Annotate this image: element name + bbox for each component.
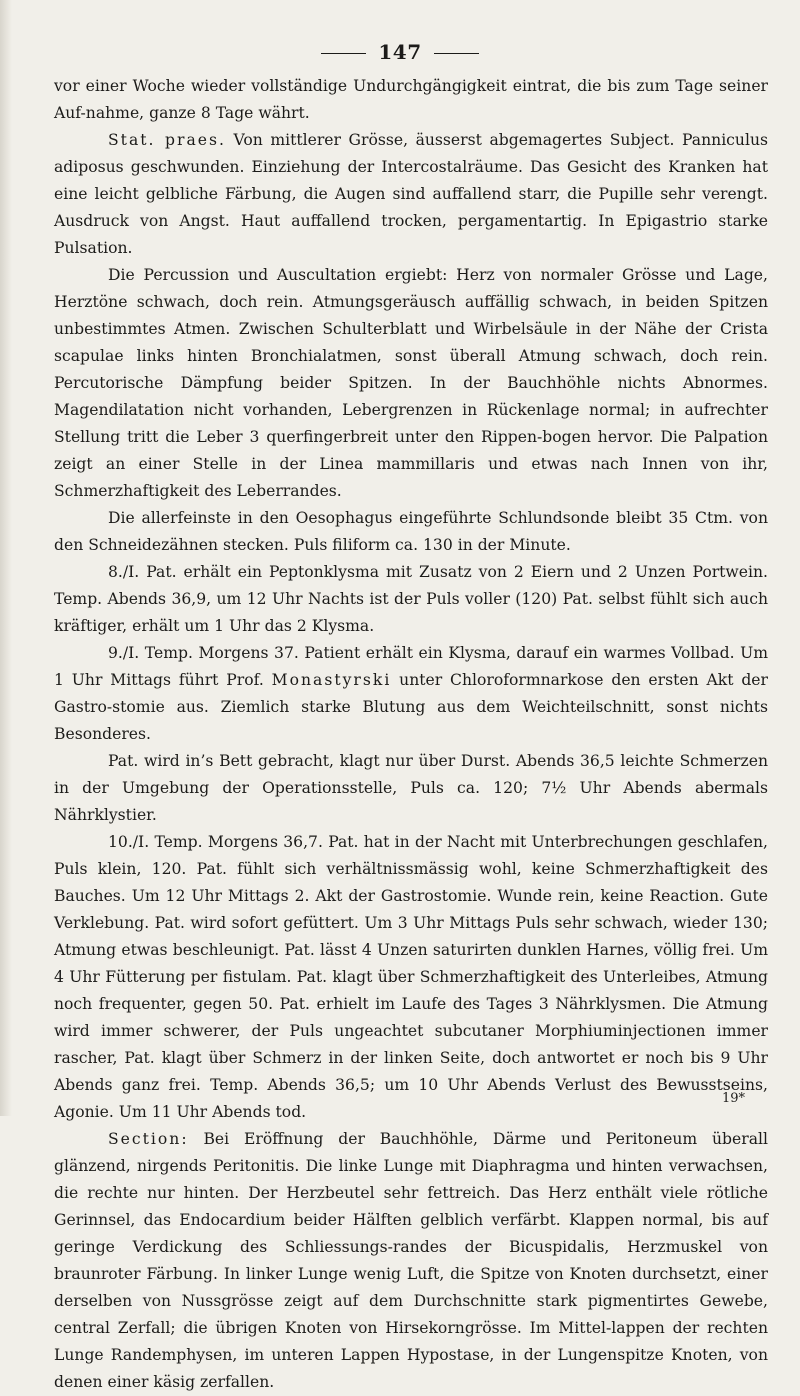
paragraph-lead: Stat. praes. — [108, 131, 226, 149]
paragraph-entry-9-1: 9./I. Temp. Morgens 37. Patient erhält ein Klysma, darauf ein warmes Vollbad. Um 1 Uhr Mittags führt Prof. Monastyrski unter Chloroformnarkose den ersten Akt der Gastro-stomie aus. Ziemlich starke Blutung aus dem Weichteilschnitt, sonst nichts Besonderes. — [54, 644, 768, 743]
person-name: Monastyrski — [271, 671, 392, 689]
body-text — [54, 73, 768, 1396]
paragraph: vor einer Woche wieder vollständige Undurchgängigkeit eintrat, die bis zum Tage seiner Auf-nahme, ganze 8 Tage währt. — [54, 77, 768, 122]
paragraph-lead: Section: — [108, 1130, 189, 1148]
signature-mark: 19* — [722, 1091, 746, 1106]
paragraph-entry-8-1: 8./I. Pat. erhält ein Peptonklysma mit Zusatz von 2 Eiern und 2 Unzen Portwein. Temp. Abends 36,9, um 12 Uhr Nachts ist der Puls voller (120) Pat. selbst fühlt sich auch kräftiger, erhält um 1 Uhr das 2 Klysma. — [54, 563, 768, 635]
page-number: 147 — [378, 40, 422, 64]
page-gutter-shadow — [0, 0, 12, 1116]
paragraph: Die Percussion und Auscultation ergiebt: Herz von normaler Grösse und Lage, Herztöne schwach, doch rein. Atmungsgeräusch auffällig schwach, in beiden Spitzen unbestimmtes Atmen. Zwischen Schulterblatt und Wirbelsäule in der Nähe der Crista scapulae links hinten Bronchialatmen, sonst überall Atmung schwach, doch rein. Percutorische Dämpfung beider Spitzen. In der Bauchhöhle nichts Abnormes. Magendilatation nicht vorhanden, Lebergrenzen in Rückenlage normal; in aufrechter Stellung tritt die Leber 3 querfingerbreit unter den Rippen-bogen hervor. Die Palpation zeigt an einer Stelle in der Linea mammillaris und etwas nach Innen von ihr, Schmerzhaftigkeit des Leberrandes. — [54, 266, 768, 500]
header-rule-left — [321, 53, 366, 54]
paragraph: Pat. wird in’s Bett gebracht, klagt nur über Durst. Abends 36,5 leichte Schmerzen in der Umgebung der Operationsstelle, Puls ca. 120; 7½ Uhr Abends abermals Nährklystier. — [54, 752, 768, 824]
paragraph-section: Section: Bei Eröffnung der Bauchhöhle, Därme und Peritoneum überall glänzend, nirgends Peritonitis. Die linke Lunge mit Diaphragma und hinten verwachsen, die rechte nur hinten. Der Herzbeutel sehr fettreich. Das Herz enthält viele rötliche Gerinnsel, das Endocardium beider Hälften gelblich verfärbt. Klappen normal, bis auf geringe Verdickung des Schliessungs-randes der Bicuspidalis, Herzmuskel von braunroter Färbung. In linker Lunge wenig Luft, die Spitze von Knoten durchsetzt, einer derselben von Nussgrösse zeigt auf dem Durchschnitte stark pigmentirtes Gewebe, central Zerfall; die übrigen Knoten von Hirsekorngrösse. Im Mittel-lappen der rechten Lunge Randemphysen, im unteren Lappen Hypostase, in der Lungenspitze Knoten, von denen einer käsig zerfallen. — [54, 1130, 768, 1391]
header-rule-right — [434, 53, 479, 54]
page-header — [0, 40, 800, 64]
paragraph-status-praesens: Stat. praes. Von mittlerer Grösse, äusserst abgemagertes Subject. Panniculus adiposus geschwunden. Einziehung der Intercostalräume. Das Gesicht des Kranken hat eine leicht gelbliche Färbung, die Augen sind auffallend starr, die Pupille sehr verengt. Ausdruck von Angst. Haut auffallend trocken, pergamentartig. In Epigastrio starke Pulsation. — [54, 131, 768, 257]
paragraph-entry-10-1: 10./I. Temp. Morgens 36,7. Pat. hat in der Nacht mit Unterbrechungen geschlafen, Puls klein, 120. Pat. fühlt sich verhältnissmässig wohl, keine Schmerzhaftigkeit des Bauches. Um 12 Uhr Mittags 2. Akt der Gastrostomie. Wunde rein, keine Reaction. Gute Verklebung. Pat. wird sofort gefüttert. Um 3 Uhr Mittags Puls sehr schwach, wieder 130; Atmung etwas beschleunigt. Pat. lässt 4 Unzen saturirten dunklen Harnes, völlig frei. Um 4 Uhr Fütterung per fistulam. Pat. klagt über Schmerzhaftigkeit des Unterleibes, Atmung noch frequenter, gegen 50. Pat. erhielt im Laufe des Tages 3 Nährklysmen. Die Atmung wird immer schwerer, der Puls ungeachtet subcutaner Morphiuminjectionen immer rascher, Pat. klagt über Schmerz in der linken Seite, doch antwortet er noch bis 9 Uhr Abends ganz frei. Temp. Abends 36,5; um 10 Uhr Abends Verlust des Bewusstseins, Agonie. Um 11 Uhr Abends tod. — [54, 833, 768, 1121]
paragraph: Die allerfeinste in den Oesophagus eingeführte Schlundsonde bleibt 35 Ctm. von den Schneidezähnen stecken. Puls filiform ca. 130 in der Minute. — [54, 509, 768, 554]
